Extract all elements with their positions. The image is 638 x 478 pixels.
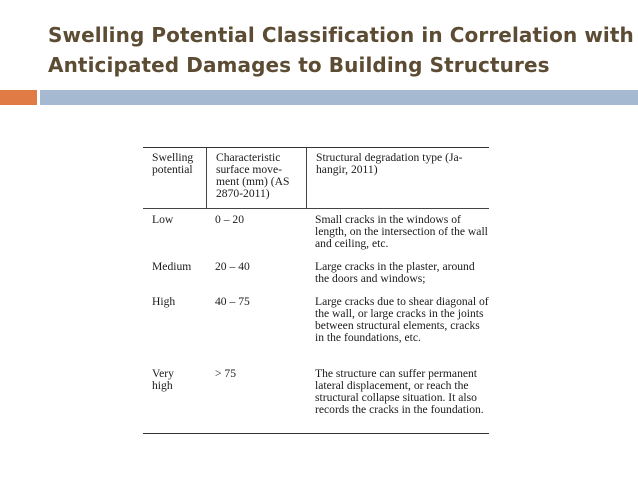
- accent-bar-blue: [40, 90, 638, 105]
- table-row: [143, 209, 489, 256]
- header-degradation-type: Structural degradation type (Ja-hangir, 2011): [306, 148, 489, 208]
- header-swelling-potential: Swelling potential: [152, 151, 194, 176]
- table-row: [143, 292, 489, 364]
- accent-bar-orange: [0, 90, 37, 105]
- slide-title-line1: Swelling Potential Classification in Correlation with: [48, 23, 634, 47]
- cell-movement: 20 – 40: [215, 260, 250, 273]
- cell-movement: > 75: [215, 367, 237, 380]
- header-surface-movement: Characteristic surface move-ment (mm) (AS 2870-2011): [206, 148, 299, 208]
- cell-potential: Medium: [152, 260, 192, 273]
- cell-degradation: Large cracks in the plaster, around the doors and windows;: [315, 260, 475, 285]
- cell-movement: 40 – 75: [215, 295, 250, 308]
- cell-degradation: The structure can suffer permanent lateral displacement, or reach the structural collapse situation. It also records the cracks in the foundation.: [315, 367, 484, 416]
- cell-potential: Low: [152, 213, 174, 226]
- cell-degradation: Small cracks in the windows of length, on the intersection of the wall and ceiling, etc.: [315, 213, 488, 250]
- slide-title: [48, 20, 634, 80]
- cell-movement: 0 – 20: [215, 213, 244, 226]
- table-row: [143, 256, 489, 292]
- table-row: [143, 364, 489, 433]
- cell-potential: High: [152, 295, 176, 308]
- classification-table: [143, 147, 489, 434]
- cell-degradation: Large cracks due to shear diagonal of the wall, or large cracks in the joints between structural elements, cracks in the foundations, etc.: [315, 295, 489, 344]
- table-header-row: [143, 148, 489, 209]
- cell-potential: Very high: [152, 367, 174, 392]
- slide-title-line2: Anticipated Damages to Building Structures: [48, 53, 550, 77]
